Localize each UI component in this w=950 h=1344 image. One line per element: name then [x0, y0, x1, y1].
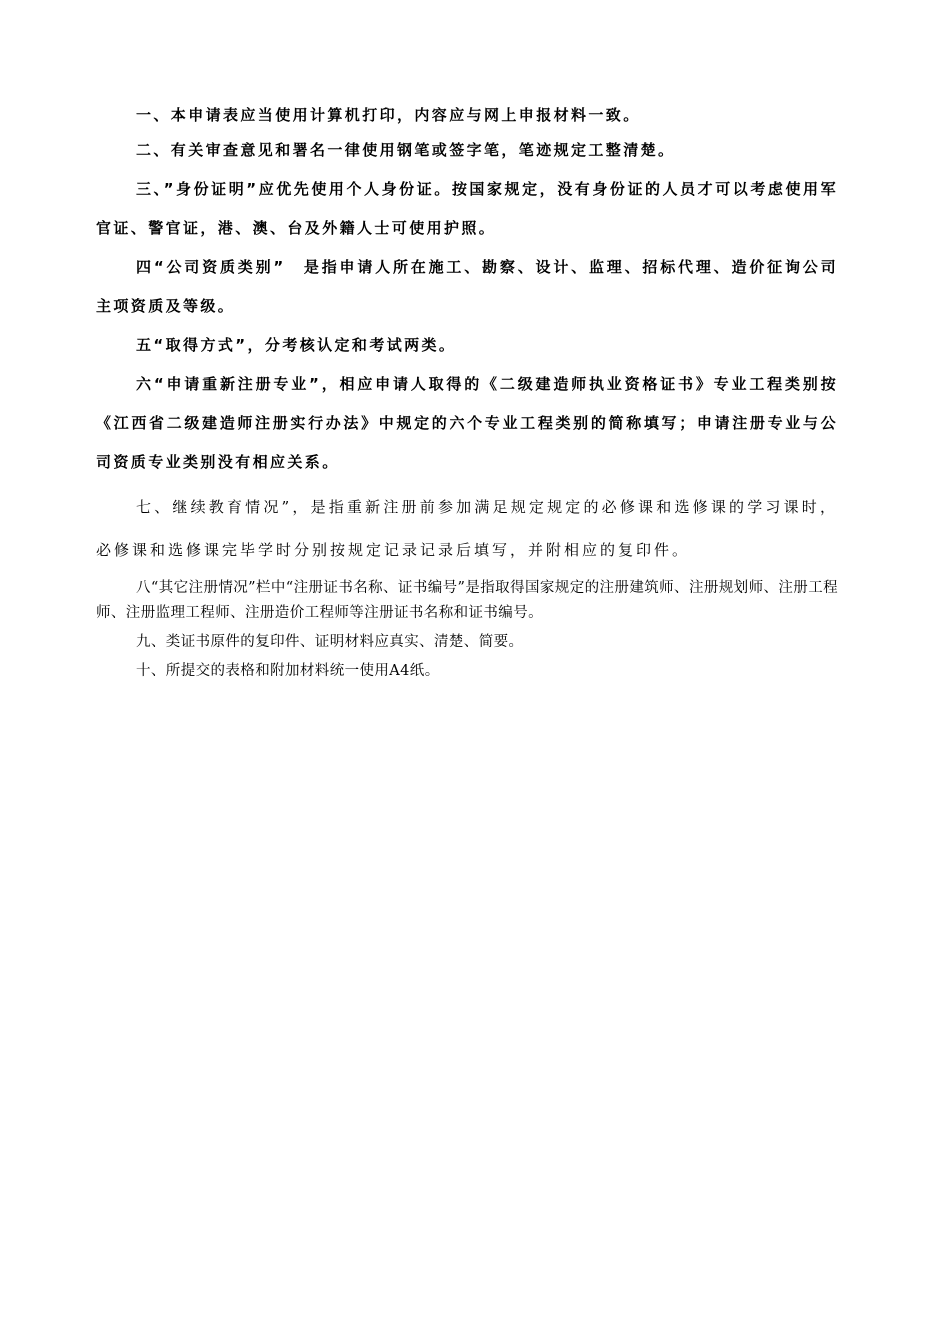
- instruction-item-7: 七、继续教育情况”，是指重新注册前参加满足规定规定的必修课和选修课的学习课时，必修课和选修课完毕学时分别按规定记录记录后填写，并附相应的复印件。: [96, 498, 838, 559]
- instruction-item-1: 一、本申请表应当使用计算机打印，内容应与网上申报材料一致。: [136, 106, 641, 124]
- instruction-item-10: 十、所提交的表格和附加材料统一使用A4纸。: [136, 663, 440, 679]
- instruction-item-2: 二、有关审查意见和署名一律使用钢笔或签字笔，笔迹规定工整清楚。: [136, 141, 676, 159]
- instruction-item-5: 五“取得方式”，分考核认定和考试两类。: [136, 336, 457, 354]
- instruction-item-3: 三、”身份证明”应优先使用个人身份证。按国家规定，没有身份证的人员才可以考虑使用军官证、警官证，港、澳、台及外籍人士可使用护照。: [96, 180, 838, 237]
- instruction-item-4: 四“公司资质类别” 是指申请人所在施工、勘察、设计、监理、招标代理、造价征询公司主项资质及等级。: [96, 258, 838, 315]
- instruction-item-6: 六“申请重新注册专业”，相应申请人取得的《二级建造师执业资格证书》专业工程类别按《江西省二级建造师注册实行办法》中规定的六个专业工程类别的简称填写；申请注册专业与公司资质专业类别没有相应关系。: [96, 375, 838, 471]
- instruction-item-8: 八“其它注册情况”栏中“注册证书名称、证书编号”是指取得国家规定的注册建筑师、注册规划师、注册工程师、注册监理工程师、注册造价工程师等注册证书名称和证书编号。: [96, 580, 838, 621]
- instructions-section: [96, 96, 838, 684]
- instruction-item-9: 九、类证书原件的复印件、证明材料应真实、清楚、简要。: [136, 634, 524, 650]
